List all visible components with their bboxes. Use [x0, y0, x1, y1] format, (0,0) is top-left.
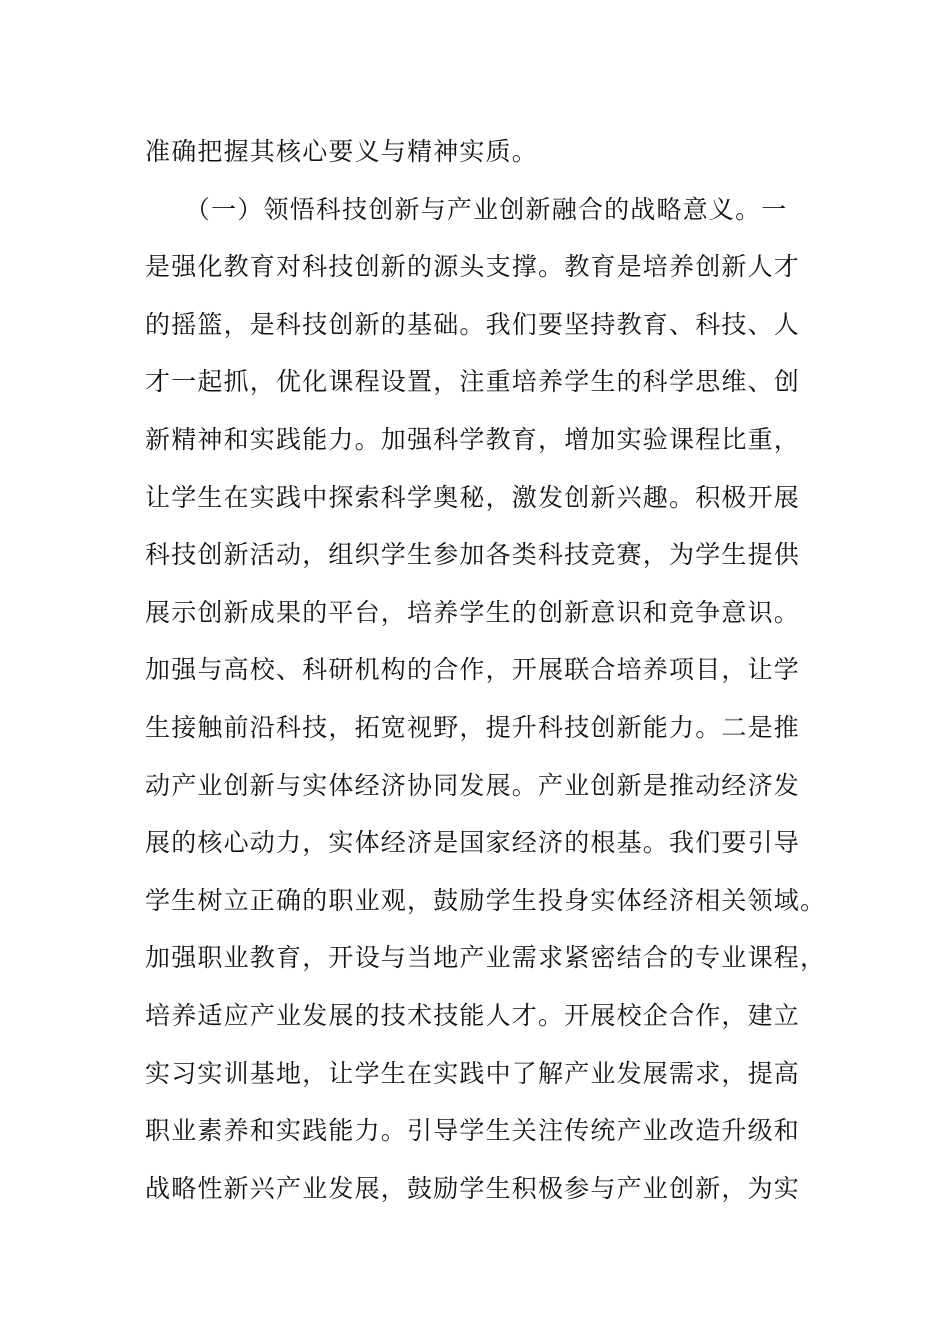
text-line: 职业素养和实践能力。引导学生关注传统产业改造升级和 — [145, 1116, 801, 1146]
text-line: 新精神和实践能力。加强科学教育，增加实验课程比重， — [145, 424, 801, 454]
text-line: 加强职业教育，开设与当地产业需求紧密结合的专业课程， — [145, 943, 827, 973]
text-line: 让学生在实践中探索科学奥秘，激发创新兴趣。积极开展 — [145, 482, 801, 512]
text-line: 展的核心动力，实体经济是国家经济的根基。我们要引导 — [145, 828, 801, 858]
text-line: （一）领悟科技创新与产业创新融合的战略意义。一 — [145, 194, 788, 224]
text-line: 加强与高校、科研机构的合作，开展联合培养项目，让学 — [145, 655, 801, 685]
text-line: 是强化教育对科技创新的源头支撑。教育是培养创新人才 — [145, 252, 801, 282]
text-line: 准确把握其核心要义与精神实质。 — [145, 137, 539, 166]
text-line: 生接触前沿科技，拓宽视野，提升科技创新能力。二是推 — [145, 712, 801, 742]
text-line: 动产业创新与实体经济协同发展。产业创新是推动经济发 — [145, 770, 801, 800]
text-line: 实习实训基地，让学生在实践中了解产业发展需求，提高 — [145, 1058, 801, 1088]
text-line: 科技创新活动，组织学生参加各类科技竞赛，为学生提供 — [145, 540, 801, 570]
text-line: 的摇篮，是科技创新的基础。我们要坚持教育、科技、人 — [145, 309, 801, 339]
text-line: 战略性新兴产业发展，鼓励学生积极参与产业创新，为实 — [145, 1173, 801, 1203]
text-line: 学生树立正确的职业观，鼓励学生投身实体经济相关领域。 — [145, 885, 827, 915]
text-line: 展示创新成果的平台，培养学生的创新意识和竞争意识。 — [145, 597, 801, 627]
body-text — [145, 129, 827, 1223]
text-line: 培养适应产业发展的技术技能人才。开展校企合作，建立 — [145, 1000, 801, 1030]
text-line: 才一起抓，优化课程设置，注重培养学生的科学思维、创 — [145, 367, 801, 397]
